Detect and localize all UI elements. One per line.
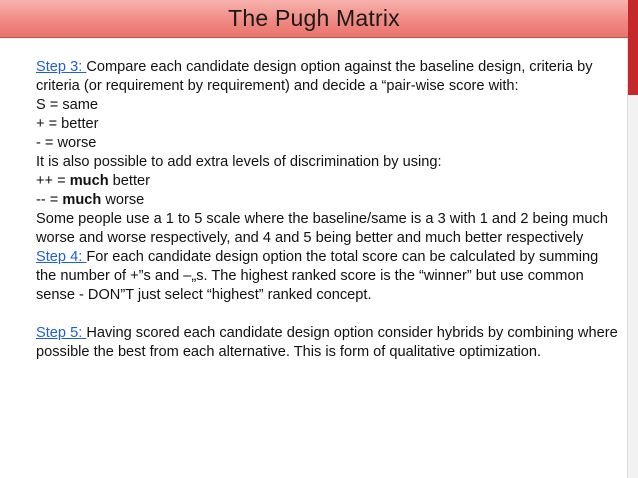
score-much-better (36, 172, 620, 191)
much-better-bold: much (69, 173, 109, 189)
paragraph-spacer (36, 305, 620, 324)
step4-link[interactable]: Step 4: (36, 249, 87, 265)
scale-note: Some people use a 1 to 5 scale where the baseline/same is a 3 with 1 and 2 being much worse and worse respectively, and 4 and 5 being better and much better respectively (36, 211, 608, 246)
step4-paragraph (36, 248, 620, 305)
much-better-prefix: ++ = (36, 173, 70, 189)
title-bar (0, 0, 628, 38)
step3-text: Compare each candidate design option against the baseline design, criteria by criteria (or requirement by requirement) and decide a “pair-wise score with: (36, 59, 593, 94)
much-worse-bold: much (62, 192, 102, 208)
score-worse: - = worse (36, 135, 97, 151)
score-same: S = same (36, 97, 99, 113)
score-better: + = better (36, 116, 99, 132)
step3-paragraph (36, 58, 620, 96)
much-worse-suffix: worse (101, 192, 145, 208)
slide-body (36, 58, 620, 362)
step3-link[interactable]: Step 3: (36, 59, 87, 75)
step4-text: For each candidate design option the total score can be calculated by summing the number of +”s and –„s. The highest ranked score is the “winner” but use common sense - DON”T just select “highest” ranked concept. (36, 249, 599, 303)
step5-link[interactable]: Step 5: (36, 325, 87, 341)
extra-levels-intro: It is also possible to add extra levels of discrimination by using: (36, 154, 442, 170)
step5-text: Having scored each candidate design option consider hybrids by combining where possible the best from each alternative. This is form of qualitative optimization. (36, 325, 618, 360)
step5-paragraph (36, 324, 620, 362)
score-much-worse (36, 191, 620, 210)
slide-title: The Pugh Matrix (228, 5, 400, 31)
margin-divider (627, 0, 628, 478)
accent-stripe (628, 0, 638, 95)
much-better-suffix: better (108, 173, 150, 189)
much-worse-prefix: -- = (36, 192, 63, 208)
